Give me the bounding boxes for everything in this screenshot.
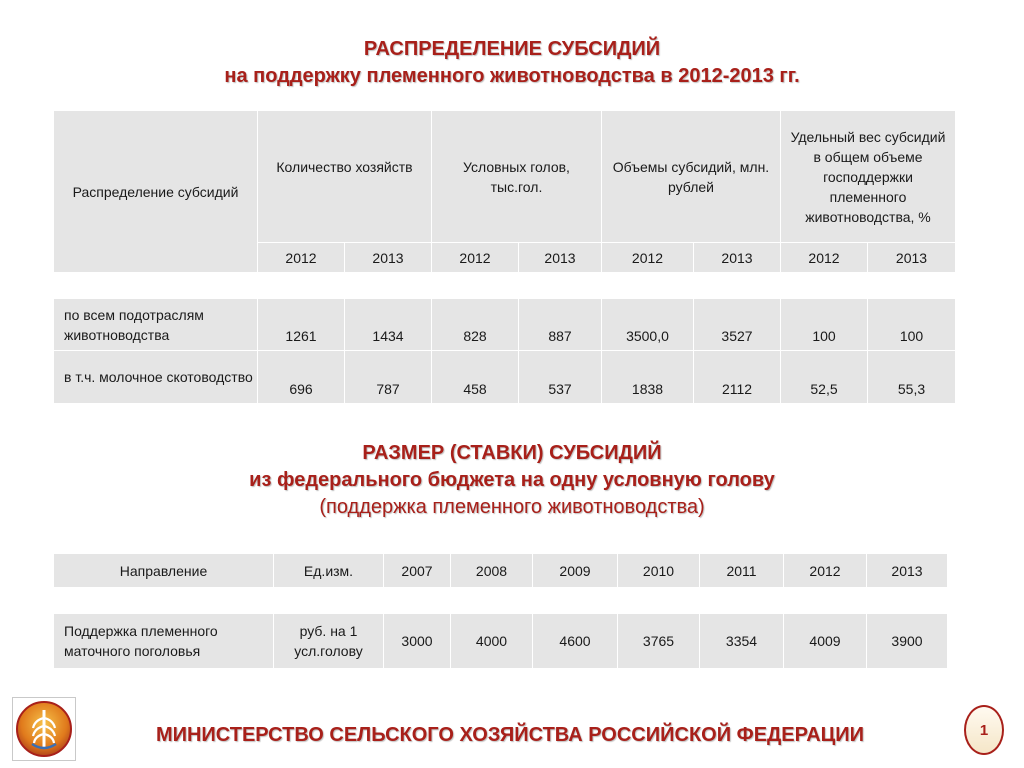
rate-data-table [53, 613, 948, 669]
wheat-emblem-icon [13, 698, 75, 760]
year-cell: 2012 [258, 243, 345, 273]
distribution-title-line2: на поддержку племенного животноводства в 2012-2013 гг. [224, 65, 800, 87]
distribution-header-table [53, 110, 956, 273]
data-cell: 696 [258, 351, 345, 404]
data-cell: 3900 [867, 614, 948, 669]
year-cell: 2012 [784, 554, 867, 588]
data-cell: 4600 [533, 614, 618, 669]
year-cell: 2009 [533, 554, 618, 588]
rate-title-line1: РАЗМЕР (СТАВКИ) СУБСИДИЙ [362, 442, 662, 464]
rate-title-line3: (поддержка племенного животноводства) [319, 496, 705, 518]
rate-header-table [53, 553, 948, 588]
year-cell: 2008 [451, 554, 533, 588]
year-cell: 2013 [868, 243, 956, 273]
unit-cell: руб. на 1 усл.голову [274, 614, 384, 669]
data-cell: 52,5 [781, 351, 868, 404]
ministry-name: МИНИСТЕРСТВО СЕЛЬСКОГО ХОЗЯЙСТВА РОССИЙСКОЙ ФЕДЕРАЦИИ [155, 724, 865, 746]
data-cell: 1838 [602, 351, 694, 404]
table-row [54, 299, 956, 351]
data-cell: 3000 [384, 614, 451, 669]
year-cell: 2012 [781, 243, 868, 273]
row-label: в т.ч. молочное скотоводство [54, 351, 258, 404]
distribution-title-line1: РАСПРЕДЕЛЕНИЕ СУБСИДИЙ [363, 38, 661, 60]
year-cell: 2013 [694, 243, 781, 273]
distribution-title [0, 36, 1024, 90]
data-cell: 4009 [784, 614, 867, 669]
page-number: 1 [964, 705, 1004, 755]
rate-title [0, 440, 1024, 521]
header-unit: Ед.изм. [274, 554, 384, 588]
ministry-logo [12, 697, 76, 761]
data-cell: 787 [345, 351, 432, 404]
year-cell: 2007 [384, 554, 451, 588]
data-cell: 828 [432, 299, 519, 351]
header-farms: Количество хозяйств [258, 111, 432, 243]
table-row [54, 351, 956, 404]
rate-title-line2: из федерального бюджета на одну условную голову [249, 469, 775, 491]
row-label: по всем подотраслям животноводства [54, 299, 258, 351]
header-direction: Направление [54, 554, 274, 588]
data-cell: 3527 [694, 299, 781, 351]
data-cell: 2112 [694, 351, 781, 404]
data-cell: 4000 [451, 614, 533, 669]
year-cell: 2012 [602, 243, 694, 273]
data-cell: 887 [519, 299, 602, 351]
table-row [54, 614, 948, 669]
year-cell: 2013 [519, 243, 602, 273]
data-cell: 100 [781, 299, 868, 351]
data-cell: 458 [432, 351, 519, 404]
header-distribution: Распределение субсидий [54, 111, 258, 273]
data-cell: 3354 [700, 614, 784, 669]
data-cell: 3500,0 [602, 299, 694, 351]
header-heads: Условных голов, тыс.гол. [432, 111, 602, 243]
data-cell: 3765 [618, 614, 700, 669]
data-cell: 537 [519, 351, 602, 404]
data-cell: 100 [868, 299, 956, 351]
distribution-data-table [53, 298, 956, 404]
header-volumes: Объемы субсидий, млн. рублей [602, 111, 781, 243]
year-cell: 2013 [345, 243, 432, 273]
header-share: Удельный вес субсидий в общем объеме господдержки племенного животноводства, % [781, 111, 956, 243]
data-cell: 1434 [345, 299, 432, 351]
year-cell: 2012 [432, 243, 519, 273]
data-cell: 1261 [258, 299, 345, 351]
data-cell: 55,3 [868, 351, 956, 404]
row-label: Поддержка племенного маточного поголовья [54, 614, 274, 669]
year-cell: 2010 [618, 554, 700, 588]
year-cell: 2013 [867, 554, 948, 588]
year-cell: 2011 [700, 554, 784, 588]
